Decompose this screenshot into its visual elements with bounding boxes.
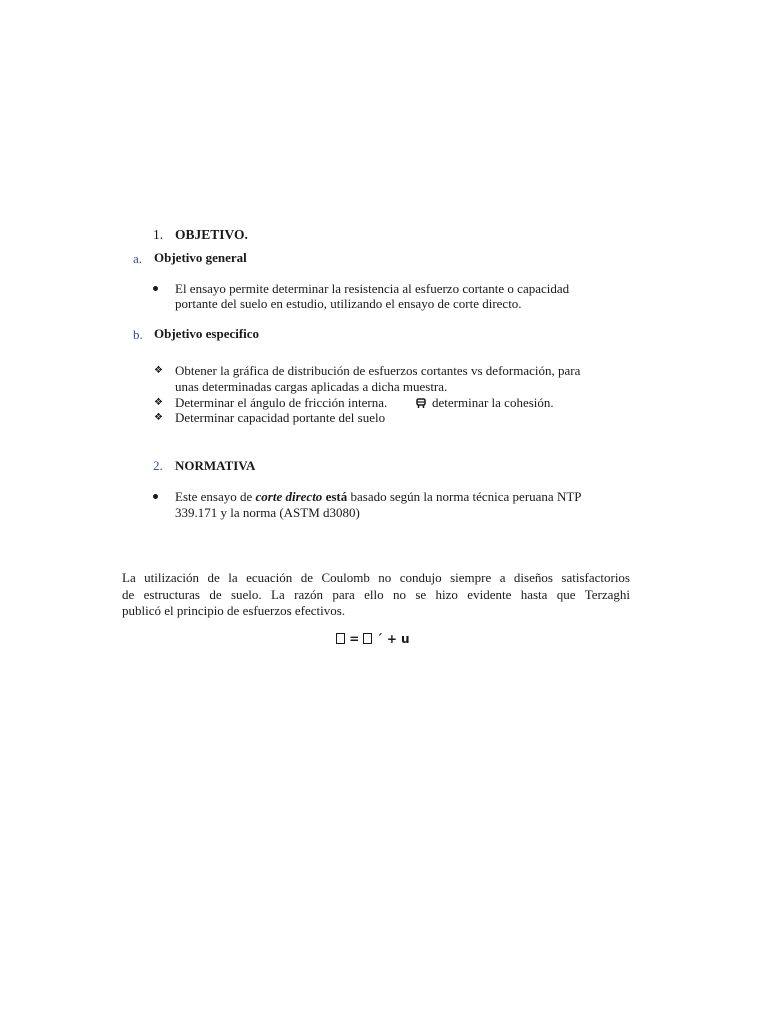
specific-item-3-text: Determinar capacidad portante del suelo (175, 410, 386, 425)
diamond-bullet-icon: ❖ (154, 412, 163, 423)
specific-item-2-text-b: determinar la cohesión. (432, 395, 554, 410)
specific-item-1-line-1: Obtener la gráfica de distribución de esfuerzos cortantes vs deformación, para (175, 363, 581, 378)
equation-plus-u: + u (386, 632, 410, 646)
effective-stress-equation (336, 632, 410, 646)
section-2-number: 2. (153, 458, 163, 473)
section-1-number: 1. (153, 227, 164, 242)
subsection-a-letter: a. (133, 251, 143, 266)
missing-glyph-icon (363, 633, 372, 644)
normativa-text-a: Este ensayo de (175, 489, 256, 504)
objective-general-line-2: portante del suelo en estudio, utilizando el ensayo de corte directo. (175, 296, 522, 311)
bullet-dot (153, 494, 158, 499)
normativa-bold: está (322, 489, 348, 504)
normativa-text-b: basado según la norma técnica peruana NTP (347, 489, 582, 504)
subsection-b-title: Objetivo especifico (154, 326, 260, 341)
diamond-bullet-icon: ❖ (154, 365, 163, 376)
subsection-b-letter: b. (133, 327, 143, 342)
section-1-title: OBJETIVO. (175, 227, 248, 242)
specific-item-2-text: Determinar el ángulo de fricción interna. (175, 395, 388, 410)
paragraph-line-1: La utilización de la ecuación de Coulomb no condujo siempre a diseños satisfactorios (122, 570, 630, 585)
specific-item-1-line-2: unas determinadas cargas aplicadas a dicha muestra. (175, 379, 448, 394)
missing-glyph-icon (336, 633, 345, 644)
normativa-italic: corte directo (255, 489, 323, 504)
equation-prime: ´ (376, 632, 383, 646)
normativa-line-2: 339.171 y la norma (ASTM d3080) (175, 505, 360, 520)
subsection-a-title: Objetivo general (154, 250, 247, 265)
coulomb-paragraph (122, 570, 630, 620)
paragraph-line-2: de estructuras de suelo. La razón para ello no se hizo evidente hasta que Terzaghi (122, 586, 630, 602)
normativa-line-1 (175, 489, 582, 504)
diamond-bullet-icon: ❖ (154, 397, 163, 408)
equation-equals: = (349, 632, 360, 646)
paragraph-line-3: publicó el principio de esfuerzos efectivos. (122, 603, 346, 618)
bullet-dot (153, 286, 158, 291)
section-2-title: NORMATIVA (175, 458, 256, 473)
objective-general-line-1: El ensayo permite determinar la resistencia al esfuerzo cortante o capacidad (175, 281, 570, 296)
inline-symbol-icon (416, 397, 426, 413)
